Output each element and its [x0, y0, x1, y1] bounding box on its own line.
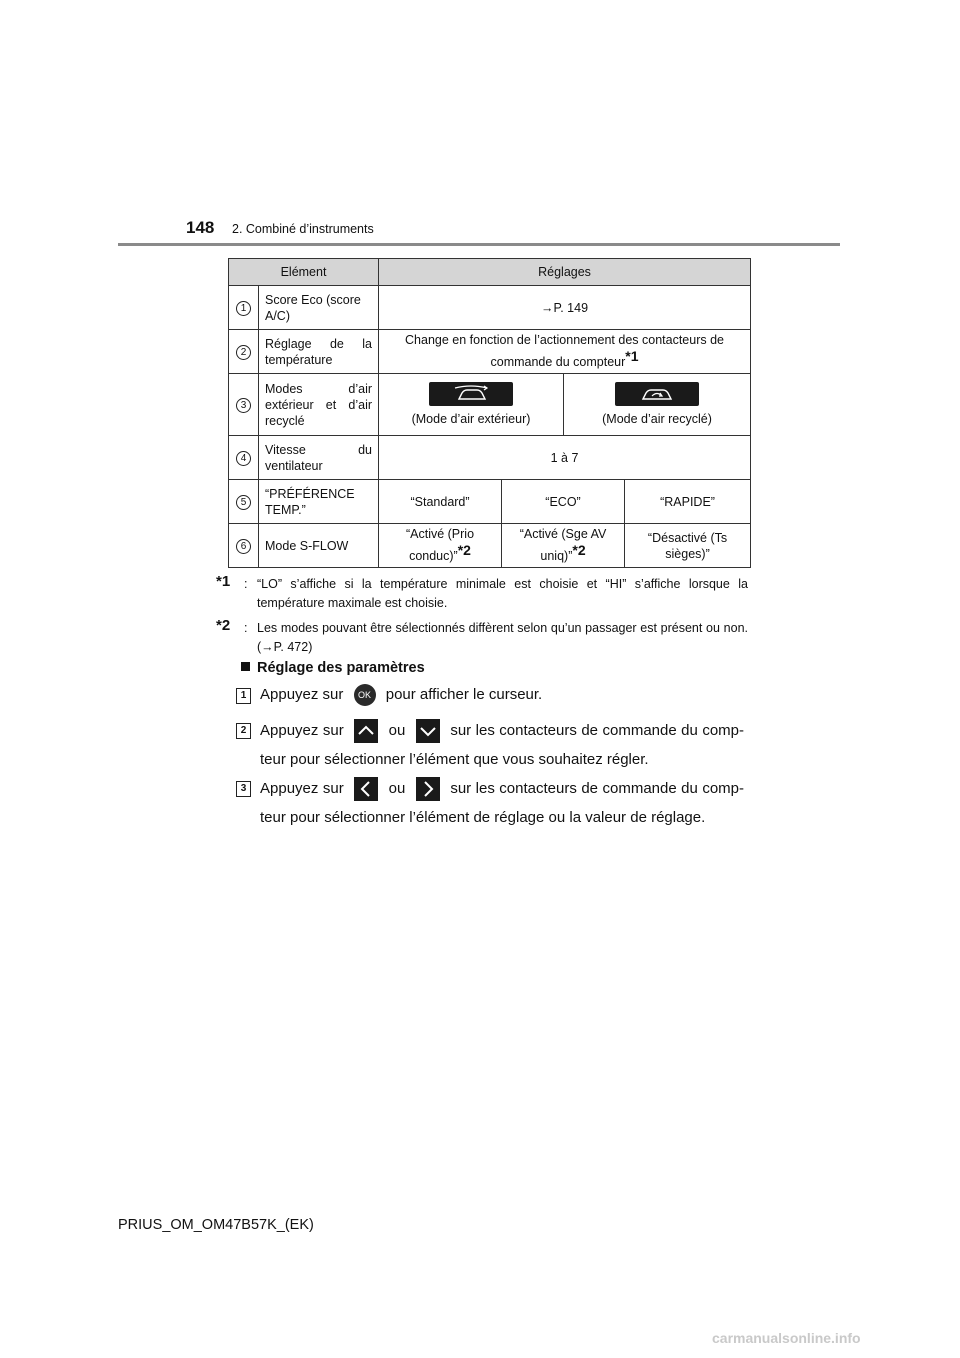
table-row: [229, 436, 751, 480]
table-row: [229, 286, 751, 330]
setting-option: “Standard”: [379, 480, 502, 524]
footnote-2: *2 : Les modes pouvant être sélectionnés diffèrent selon qu’un passager est présent ou non. (→P. 472): [216, 619, 748, 657]
footnote-text: “LO” s’affiche si la température minimale est choisie et “HI” s’affiche lorsque la température maximale est choisie.: [257, 577, 748, 610]
step-number: 2: [236, 723, 251, 739]
settings-table: [228, 258, 751, 568]
table-row: [229, 374, 751, 436]
outside-air-icon: [429, 382, 513, 406]
step-instruction: Appuyez sur ou sur les contacteurs de commande du comp- teur pour sélectionner l’élément de réglage ou la valeur de réglage.: [260, 774, 744, 832]
header-divider: [118, 243, 840, 246]
setting-value: →P. 149: [379, 286, 751, 330]
footnote-mark: *2: [216, 617, 231, 634]
setting-option: “RAPIDE”: [625, 480, 751, 524]
row-number: 1: [236, 301, 251, 316]
setting-option: “Activé (Prio conduc)”$^{*2}$: [379, 524, 502, 568]
table-row: [229, 330, 751, 374]
footnote-text: Les modes pouvant être sélectionnés diffèrent selon qu’un passager est présent ou non. (→P. 472): [257, 621, 748, 654]
row-number: 3: [236, 398, 251, 413]
row-number: 6: [236, 539, 251, 554]
chapter-title: 2. Combiné d’instruments: [232, 222, 374, 236]
footnote-ref: *2: [457, 542, 471, 559]
footnote-ref: *1: [625, 348, 639, 365]
ok-button-icon: OK: [354, 684, 376, 706]
column-header-element: Elément: [229, 259, 379, 286]
row-number: 2: [236, 345, 251, 360]
step-instruction: Appuyez sur ou sur les contacteurs de commande du comp- teur pour sélectionner l’élément que vous souhaitez régler.: [260, 716, 744, 774]
table-header-row: [229, 259, 751, 286]
step-number: 1: [236, 688, 251, 704]
row-number: 5: [236, 495, 251, 510]
step-instruction: Appuyez sur OK pour afficher le curseur.: [260, 680, 744, 709]
column-header-settings: Réglages: [379, 259, 751, 286]
element-label: Score Eco (score A/C): [259, 286, 379, 330]
element-label: Modes d’air extérieur et d’air recyclé: [259, 374, 379, 436]
setting-option: (Mode d’air recyclé): [564, 374, 751, 436]
section-heading: Réglage des paramètres: [241, 660, 425, 676]
setting-value: Change en fonction de l’actionnement des contacteurs de commande du compteur$^{*1}$: [379, 330, 751, 374]
up-arrow-button-icon: [354, 719, 378, 743]
right-arrow-button-icon: [416, 777, 440, 801]
setting-option: “Activé (Sge AV uniq)”$^{*2}$: [502, 524, 625, 568]
footnote-1: *1 : “LO” s’affiche si la température minimale est choisie et “HI” s’affiche lorsque la température maximale est choisie.: [216, 575, 748, 613]
table-row: [229, 524, 751, 568]
footnote-ref: *2: [572, 542, 586, 559]
element-label: Vitesse du ventilateur: [259, 436, 379, 480]
element-label: Mode S-FLOW: [259, 524, 379, 568]
element-label: Réglage de la température: [259, 330, 379, 374]
row-number: 4: [236, 451, 251, 466]
square-bullet-icon: [241, 662, 250, 671]
setting-option: “ECO”: [502, 480, 625, 524]
element-label: “PRÉFÉRENCE TEMP.”: [259, 480, 379, 524]
step-number: 3: [236, 781, 251, 797]
watermark: carmanualsonline.info: [712, 1330, 861, 1346]
setting-option: (Mode d’air extérieur): [379, 374, 564, 436]
table-row: [229, 480, 751, 524]
footnote-mark: *1: [216, 573, 231, 590]
recirculated-air-icon: [615, 382, 699, 406]
setting-option: “Désactivé (Ts sièges)”: [625, 524, 751, 568]
document-code: PRIUS_OM_OM47B57K_(EK): [118, 1217, 314, 1233]
left-arrow-button-icon: [354, 777, 378, 801]
page-number: 148: [186, 218, 215, 237]
down-arrow-button-icon: [416, 719, 440, 743]
setting-value: 1 à 7: [379, 436, 751, 480]
